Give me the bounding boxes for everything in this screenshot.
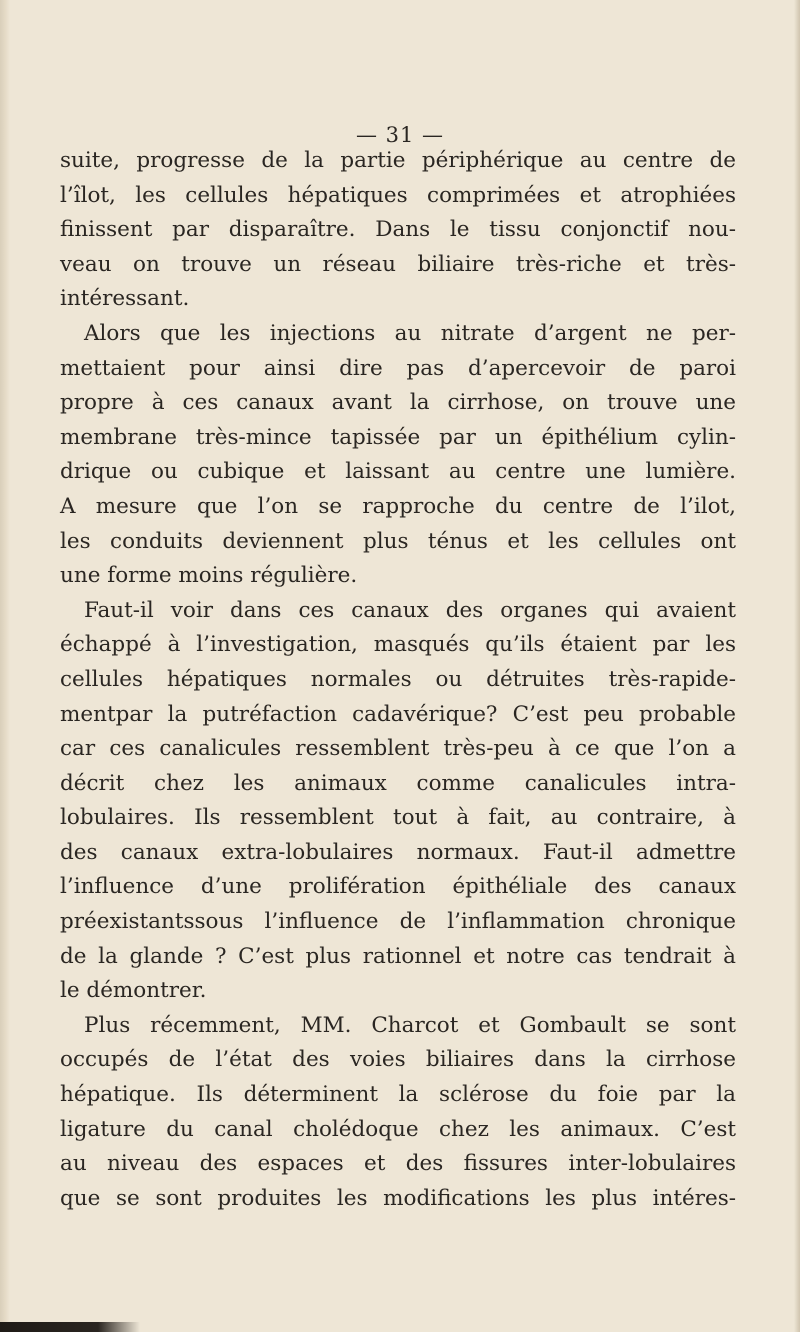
text-line: occupés de l’état des voies biliaires dans la cirrhose xyxy=(60,1047,736,1073)
text-line: hépatique. Ils déterminent la sclérose du foie par la xyxy=(60,1082,736,1108)
text-line: l’influence d’une prolifération épithéliale des canaux xyxy=(60,874,736,900)
text-line: échappé à l’investigation, masqués qu’ils étaient par les xyxy=(60,632,736,658)
text-line: décrit chez les animaux comme canalicules intra- xyxy=(60,770,736,796)
text-line: de la glande ? C’est plus rationnel et notre cas tendrait à xyxy=(60,943,736,969)
text-line: préexistantssous l’influence de l’inflammation chronique xyxy=(60,909,736,935)
text-line: le démontrer. xyxy=(60,978,207,1004)
text-line: car ces canalicules ressemblent très-peu à ce que l’on a xyxy=(60,736,736,762)
text-line: mettaient pour ainsi dire pas d’apercevoir de paroi xyxy=(60,355,736,381)
text-line: finissent par disparaître. Dans le tissu conjonctif nou- xyxy=(60,217,736,243)
text-line: Faut-il voir dans ces canaux des organes qui avaient xyxy=(84,597,736,623)
page-left-edge-shadow xyxy=(0,0,10,1332)
text-line: les conduits deviennent plus ténus et les cellules ont xyxy=(60,528,736,554)
page-number: — 31 — xyxy=(355,123,445,147)
text-line: propre à ces canaux avant la cirrhose, on trouve une xyxy=(60,390,736,416)
text-line: Plus récemment, MM. Charcot et Gombault se sont xyxy=(84,1012,736,1038)
text-line: veau on trouve un réseau biliaire très-riche et très- xyxy=(60,251,736,277)
text-line: une forme moins régulière. xyxy=(60,563,358,589)
text-line: lobulaires. Ils ressemblent tout à fait, au contraire, à xyxy=(60,805,736,831)
text-line: ligature du canal cholédoque chez les animaux. C’est xyxy=(60,1116,736,1142)
text-line: au niveau des espaces et des fissures inter-lobulaires xyxy=(60,1151,736,1177)
page-bottom-scan-border xyxy=(0,1322,140,1332)
text-line: drique ou cubique et laissant au centre une lumière. xyxy=(60,459,736,485)
text-line: que se sont produites les modifications les plus intéres- xyxy=(60,1185,736,1211)
text-line: suite, progresse de la partie périphérique au centre de xyxy=(60,148,736,173)
text-line: l’îlot, les cellules hépatiques comprimées et atrophiées xyxy=(60,182,736,208)
body-text xyxy=(60,144,736,1216)
page-right-edge-shadow xyxy=(794,0,800,1332)
text-line: Alors que les injections au nitrate d’argent ne per- xyxy=(84,320,736,346)
text-line: A mesure que l’on se rapproche du centre de l’ilot, xyxy=(60,493,736,519)
text-line: cellules hépatiques normales ou détruites très-rapide- xyxy=(60,666,736,692)
text-line: membrane très-mince tapissée par un épithélium cylin- xyxy=(60,424,736,450)
text-line: des canaux extra-lobulaires normaux. Faut-il admettre xyxy=(60,839,736,865)
text-line: mentpar la putréfaction cadavérique? C’est peu probable xyxy=(60,701,736,727)
text-line: intéressant. xyxy=(60,286,190,312)
